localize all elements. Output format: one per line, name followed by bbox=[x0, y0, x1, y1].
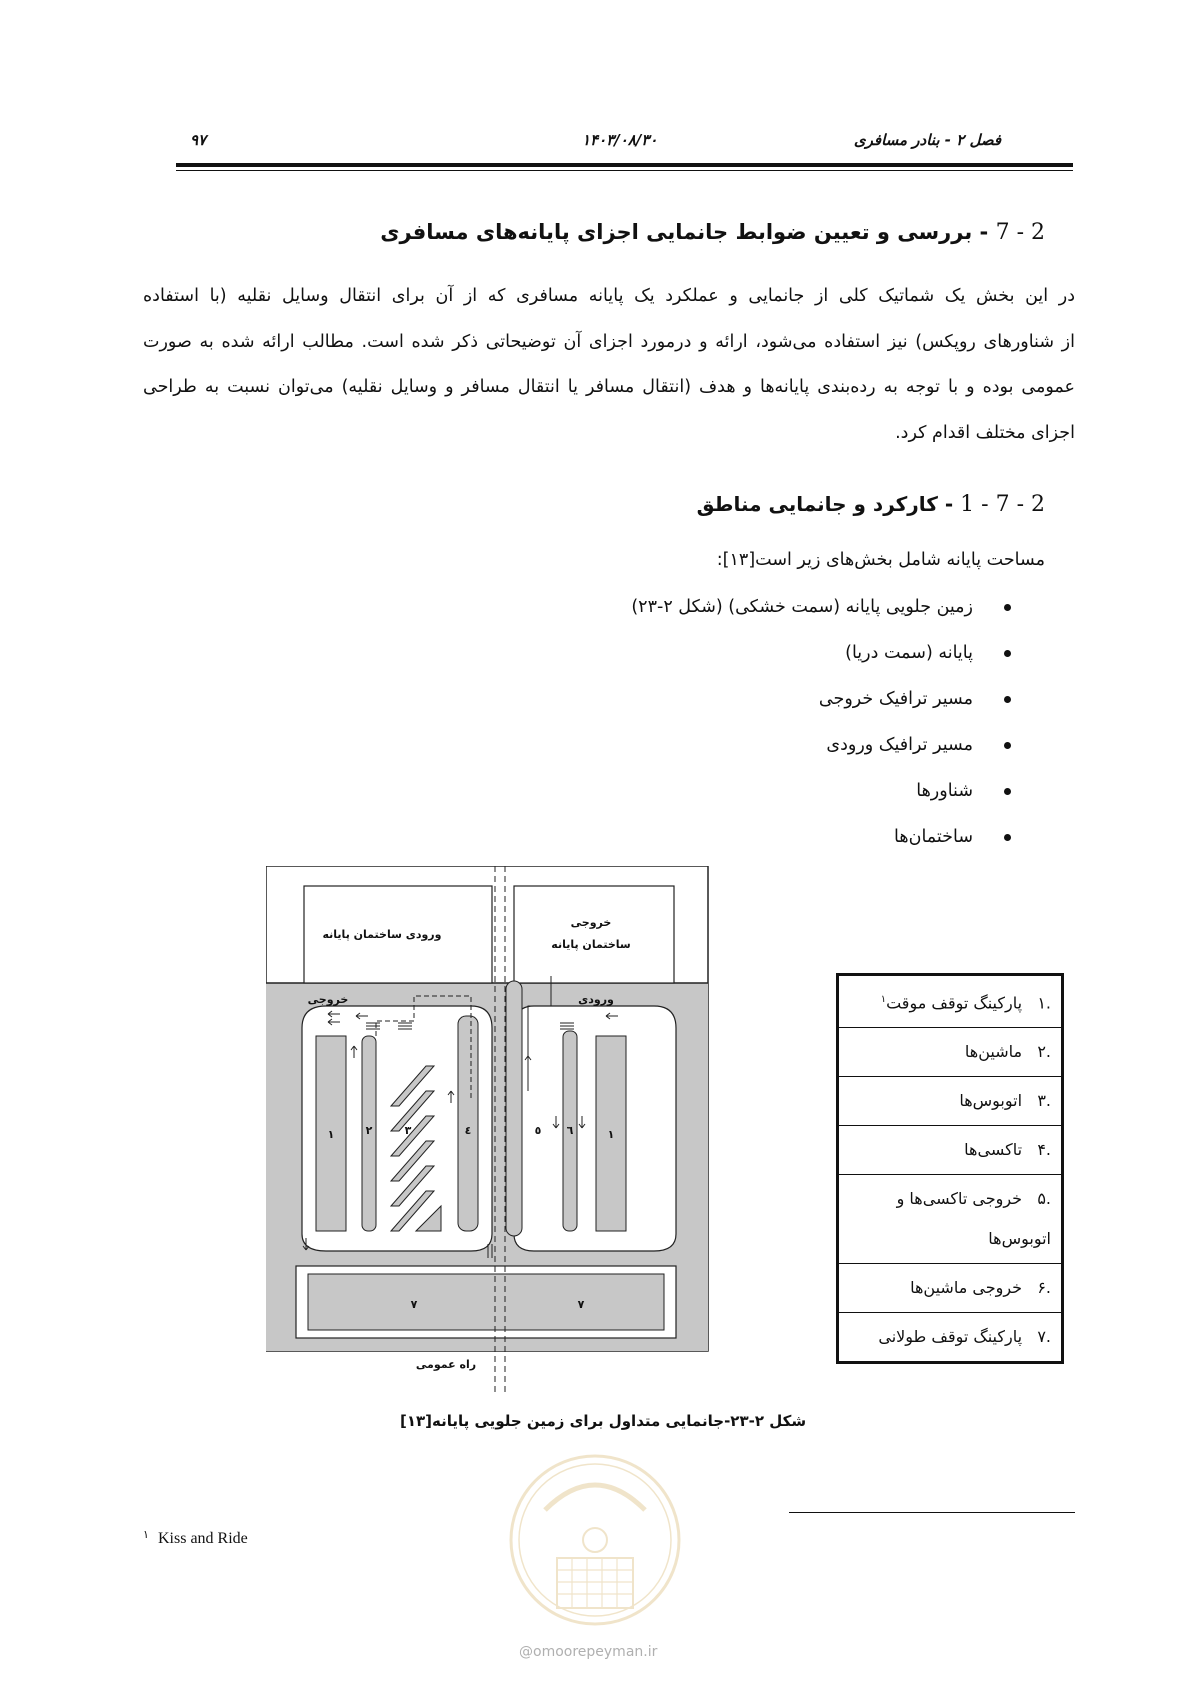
legend-text: اتوبوس‌ها bbox=[959, 1091, 1023, 1111]
bullet-icon bbox=[1004, 788, 1011, 795]
public-road-label: راه عمومی bbox=[415, 1358, 477, 1371]
legend-number: .۶ bbox=[1037, 1278, 1051, 1298]
bullet-icon bbox=[1004, 696, 1011, 703]
figure-caption: شکل ۲-۲۳-جانمایی متداول برای زمین جلویی پایانه[۱۳] bbox=[400, 1412, 807, 1430]
section-title: بررسی و تعیین ضوابط جانمایی اجزای پایانه‌های مسافری bbox=[380, 220, 973, 244]
footnote-mark: ۱ bbox=[143, 1528, 149, 1541]
legend-cell bbox=[838, 1028, 1063, 1077]
legend-number: .۱ bbox=[1037, 993, 1051, 1013]
zone-number: ۷ bbox=[410, 1298, 418, 1311]
list-item-text: پایانه (سمت دریا) bbox=[845, 643, 973, 663]
legend-text: تاکسی‌ها bbox=[964, 1140, 1023, 1160]
exit-label: خروجی bbox=[307, 993, 349, 1006]
header-rule-thin bbox=[176, 170, 1073, 171]
legend-row bbox=[838, 1028, 1063, 1077]
bullet-icon bbox=[1004, 604, 1011, 611]
paragraph-line: در این بخش یک شماتیک کلی از جانمایی و عملکرد یک پایانه مسافری که از آن برای انتقال وسایل نقلیه (با استفاده bbox=[143, 286, 1075, 306]
zone-number: ۷ bbox=[577, 1298, 585, 1311]
zone-number: ۲ bbox=[365, 1124, 373, 1137]
footnote-text: Kiss and Ride bbox=[158, 1530, 248, 1547]
section-heading: 2 - 7 - بررسی و تعیین ضوابط جانمایی اجزای پایانه‌های مسافری bbox=[380, 220, 1045, 245]
list-item bbox=[631, 676, 1011, 722]
list-item bbox=[631, 630, 1011, 676]
legend-cell bbox=[838, 1077, 1063, 1126]
legend-text: ماشین‌ها bbox=[964, 1042, 1023, 1062]
zone-number: ٤ bbox=[464, 1124, 472, 1137]
header-date: ۱۴۰۳/۰۸/۳۰ bbox=[582, 131, 658, 149]
legend-cell bbox=[838, 1313, 1063, 1363]
list-item bbox=[631, 584, 1011, 630]
legend-number: .۳ bbox=[1037, 1091, 1051, 1111]
zone-number: ۳ bbox=[404, 1124, 412, 1137]
list-item-text: مسیر ترافیک خروجی bbox=[818, 689, 973, 709]
zone-number: ۱ bbox=[607, 1128, 615, 1141]
page-number: ۹۷ bbox=[190, 131, 207, 149]
building-exit-label: خروجی bbox=[570, 916, 612, 929]
legend-number: .۷ bbox=[1037, 1327, 1051, 1347]
list-item-text: شناورها bbox=[916, 781, 973, 801]
central-median bbox=[506, 981, 522, 1236]
legend-cell bbox=[838, 1175, 1063, 1264]
legend-row bbox=[838, 1077, 1063, 1126]
legend-row bbox=[838, 1264, 1063, 1313]
legend-text: خروجی ماشین‌ها bbox=[910, 1278, 1023, 1298]
legend-row bbox=[838, 1175, 1063, 1264]
legend-number: .۴ bbox=[1037, 1140, 1051, 1160]
legend-cell bbox=[838, 1126, 1063, 1175]
subsection-title: کارکرد و جانمایی مناطق bbox=[696, 492, 938, 516]
areas-bullet-list bbox=[631, 584, 1011, 860]
legend-cell bbox=[838, 975, 1063, 1028]
paragraph-line: عمومی بوده و با توجه به رده‌بندی پایانه‌ها و هدف (انتقال مسافر یا انتقال مسافر و وسایل نقلیه) می‌توان نسبت به طراحی bbox=[143, 377, 1075, 397]
section-number: 2 - 7 bbox=[995, 220, 1045, 245]
intro-paragraph bbox=[143, 274, 1075, 456]
legend-row bbox=[838, 1313, 1063, 1363]
legend-number: .۲ bbox=[1037, 1042, 1051, 1062]
long-term-parking bbox=[308, 1274, 664, 1330]
building-exit-block bbox=[514, 886, 674, 983]
terminal-layout-diagram bbox=[266, 866, 716, 1396]
footnote-ref: ۱ bbox=[880, 994, 887, 1005]
legend-cell bbox=[838, 1264, 1063, 1313]
zone-number: ٦ bbox=[566, 1124, 574, 1137]
legend-text: پارکینگ توقف طولانی bbox=[878, 1327, 1023, 1347]
bullet-icon bbox=[1004, 742, 1011, 749]
list-item-text: ساختمان‌ها bbox=[894, 827, 973, 847]
bullet-icon bbox=[1004, 650, 1011, 657]
header-rule-thick bbox=[176, 163, 1073, 167]
areas-intro: مساحت پایانه شامل بخش‌های زیر است[۱۳]: bbox=[716, 550, 1045, 570]
zone-number: ٥ bbox=[534, 1124, 542, 1137]
figure-legend bbox=[836, 973, 1064, 1364]
legend-row bbox=[838, 975, 1063, 1028]
legend-number: .۵ bbox=[1037, 1189, 1051, 1209]
list-item-text: زمین جلویی پایانه (سمت خشکی) (شکل ۲-۲۳) bbox=[631, 597, 973, 617]
list-item-text: مسیر ترافیک ورودی bbox=[826, 735, 973, 755]
watermark-handle: @omoorepeyman.ir bbox=[519, 1644, 658, 1660]
list-item bbox=[631, 814, 1011, 860]
footnote-rule bbox=[789, 1512, 1075, 1513]
legend-text: پارکینگ توقف موقت bbox=[886, 993, 1023, 1013]
bullet-icon bbox=[1004, 834, 1011, 841]
watermark-seal-icon bbox=[505, 1440, 685, 1640]
entrance-label: ورودی bbox=[578, 993, 614, 1006]
legend-row bbox=[838, 1126, 1063, 1175]
subsection-number: 2 - 7 - 1 bbox=[960, 492, 1045, 517]
paragraph-line: از شناورهای روپکس) نیز استفاده می‌شود، ارائه و درمورد اجزای آن توضیحاتی ذکر شده است. مطالب ارائه شده به صورت bbox=[143, 331, 1075, 352]
list-item bbox=[631, 768, 1011, 814]
list-item bbox=[631, 722, 1011, 768]
header-chapter: فصل ۲ - بنادر مسافری bbox=[853, 131, 1001, 149]
building-entrance-label: ورودی ساختمان پایانه bbox=[322, 928, 442, 941]
legend-text: اتوبوس‌ها bbox=[988, 1229, 1051, 1249]
zone-number: ۱ bbox=[327, 1128, 335, 1141]
legend-text: خروجی تاکسی‌ها و bbox=[896, 1189, 1023, 1209]
paragraph-line: اجزای مختلف اقدام کرد. bbox=[895, 422, 1075, 443]
subsection-heading: 2 - 7 - 1 - کارکرد و جانمایی مناطق bbox=[696, 492, 1045, 517]
building-exit-label: ساختمان پایانه bbox=[551, 938, 631, 951]
